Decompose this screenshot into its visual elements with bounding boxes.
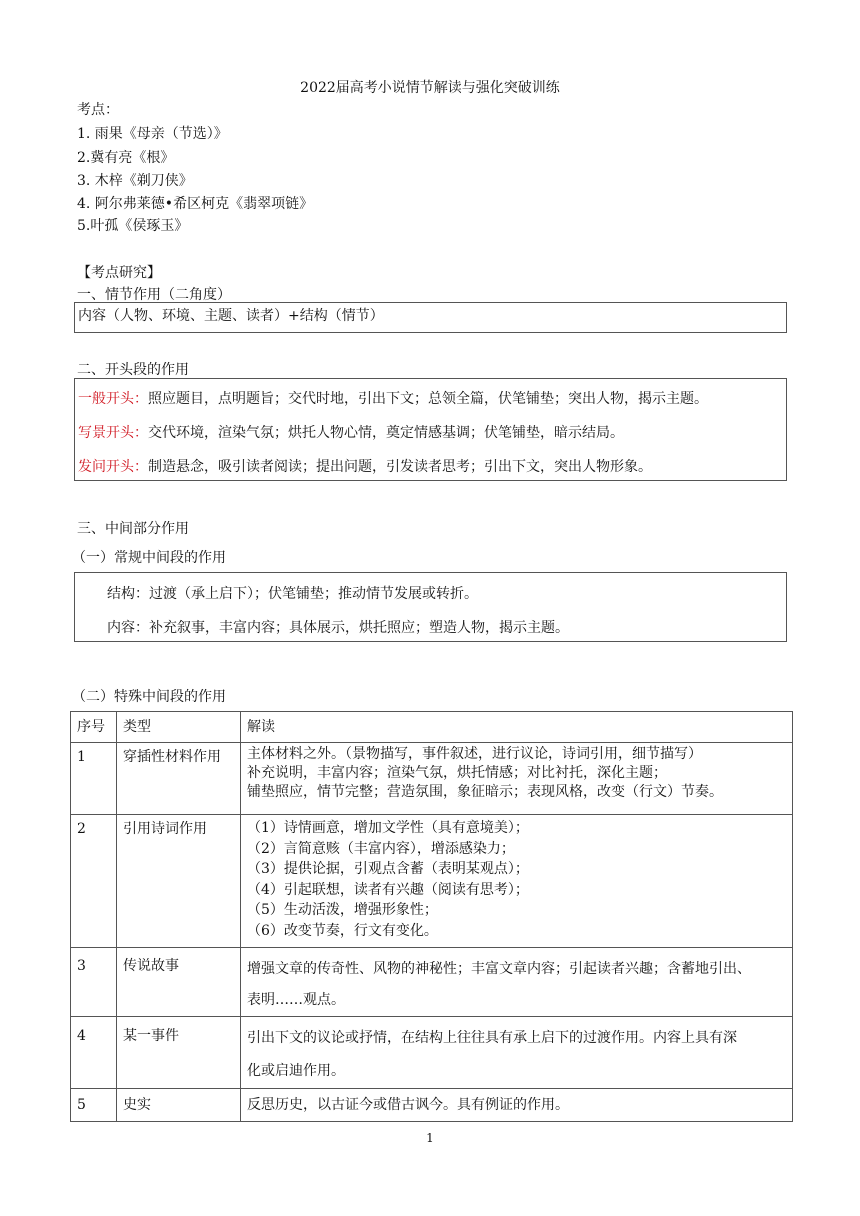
- opening-label-general: 一般开头：: [78, 391, 148, 407]
- interpretation-line: （1）诗情画意，增加文学性（具有意境美）；: [247, 820, 529, 836]
- section3-heading: 三、中间部分作用: [77, 521, 189, 537]
- row-interpretation: [241, 815, 793, 948]
- section2-heading: 二、开头段的作用: [77, 362, 189, 378]
- kaodian-item-4: 4. 阿尔弗莱德•希区柯克《翡翠项链》: [77, 196, 314, 212]
- interpretation-line: 表明……观点。: [247, 992, 345, 1008]
- row-no: 4: [71, 1017, 117, 1089]
- header-interpretation: 解读: [241, 712, 793, 743]
- table-row: [71, 815, 793, 948]
- row-no: 2: [71, 815, 117, 948]
- opening-label-scenery: 写景开头：: [78, 425, 148, 441]
- interpretation-line: 铺垫照应，情节完整；营造氛围，象征暗示；表现风格，改变（行文）节奏。: [247, 784, 723, 800]
- kaodian-item-2: 2.冀有亮《根》: [77, 150, 175, 166]
- row-interpretation: [241, 1017, 793, 1089]
- header-no: 序号: [71, 712, 117, 743]
- opening-row-scenery: [78, 422, 624, 442]
- section3-sub1-heading: （一）常规中间段的作用: [72, 550, 226, 566]
- row-interpretation: [241, 743, 793, 815]
- table-row: [71, 1017, 793, 1089]
- table-row: [71, 1089, 793, 1122]
- interpretation-line: 化或启迪作用。: [247, 1063, 345, 1079]
- row-no: 3: [71, 948, 117, 1017]
- opening-text-question: 制造悬念，吸引读者阅读；提出问题，引发读者思考；引出下文，突出人物形象。: [148, 459, 652, 475]
- regular-middle-structure: 结构：过渡（承上启下）；伏笔铺垫；推动情节发展或转折。: [107, 586, 478, 602]
- kaodian-item-3: 3. 木梓《剃刀侠》: [77, 173, 193, 189]
- kaodian-item-5: 5.叶孤《侯琢玉》: [77, 218, 189, 234]
- row-type: 穿插性材料作用: [117, 743, 241, 815]
- interpretation-line: 引出下文的议论或抒情，在结构上往往具有承上启下的过渡作用。内容上具有深: [247, 1030, 737, 1046]
- special-middle-table: [70, 711, 793, 1122]
- opening-label-question: 发问开头：: [78, 459, 148, 475]
- regular-middle-content: 内容：补充叙事，丰富内容；具体展示，烘托照应；塑造人物，揭示主题。: [107, 620, 569, 636]
- interpretation-line: 补充说明，丰富内容；渲染气氛，烘托情感；对比衬托，深化主题；: [247, 765, 667, 781]
- header-type: 类型: [117, 712, 241, 743]
- opening-row-general: [78, 388, 708, 408]
- table-header-row: [71, 712, 793, 743]
- kaodian-label: 考点：: [77, 102, 119, 118]
- interpretation-line: （4）引起联想，读者有兴趣（阅读有思考）；: [247, 881, 529, 898]
- page-number: 1: [426, 1131, 434, 1145]
- table-row: [71, 948, 793, 1017]
- interpretation-line: 主体材料之外。（景物描写，事件叙述，进行议论，诗词引用，细节描写）: [247, 746, 702, 762]
- row-type: 某一事件: [117, 1017, 241, 1089]
- row-type: 引用诗词作用: [117, 815, 241, 948]
- opening-types-box: [74, 378, 787, 481]
- section3-sub2-heading: （二）特殊中间段的作用: [72, 689, 226, 705]
- interpretation-line: （5）生动活泼，增强形象性；: [247, 902, 438, 918]
- research-heading: 【考点研究】: [77, 265, 161, 281]
- opening-row-question: [78, 456, 652, 476]
- table-row: [71, 743, 793, 815]
- section1-box: [74, 302, 787, 333]
- section1-box-text: 内容（人物、环境、主题、读者）+结构（情节）: [78, 308, 384, 324]
- opening-text-scenery: 交代环境，渲染气氛；烘托人物心情，奠定情感基调；伏笔铺垫，暗示结局。: [148, 425, 624, 441]
- section1-heading: 一、情节作用（二角度）: [77, 287, 231, 303]
- interpretation-line: 增强文章的传奇性、风物的神秘性；丰富文章内容；引起读者兴趣；含蓄地引出、: [247, 961, 751, 977]
- row-interpretation: [241, 1089, 793, 1122]
- interpretation-line: 反思历史，以古证今或借古讽今。具有例证的作用。: [247, 1097, 569, 1113]
- opening-text-general: 照应题目，点明题旨；交代时地，引出下文；总领全篇，伏笔铺垫；突出人物，揭示主题。: [148, 391, 708, 407]
- interpretation-line: （6）改变节奏，行文有变化。: [247, 922, 438, 939]
- row-no: 1: [71, 743, 117, 815]
- interpretation-line: （2）言简意赅（丰富内容），增添感染力；: [247, 840, 515, 857]
- kaodian-item-1: 1. 雨果《母亲（节选）》: [77, 126, 228, 142]
- row-type: 传说故事: [117, 948, 241, 1017]
- row-interpretation: [241, 948, 793, 1017]
- row-type: 史实: [117, 1089, 241, 1122]
- regular-middle-box: [74, 572, 787, 642]
- interpretation-line: （3）提供论据，引观点含蓄（表明某观点）；: [247, 861, 529, 877]
- row-no: 5: [71, 1089, 117, 1122]
- document-title: 2022届高考小说情节解读与强化突破训练: [300, 80, 560, 96]
